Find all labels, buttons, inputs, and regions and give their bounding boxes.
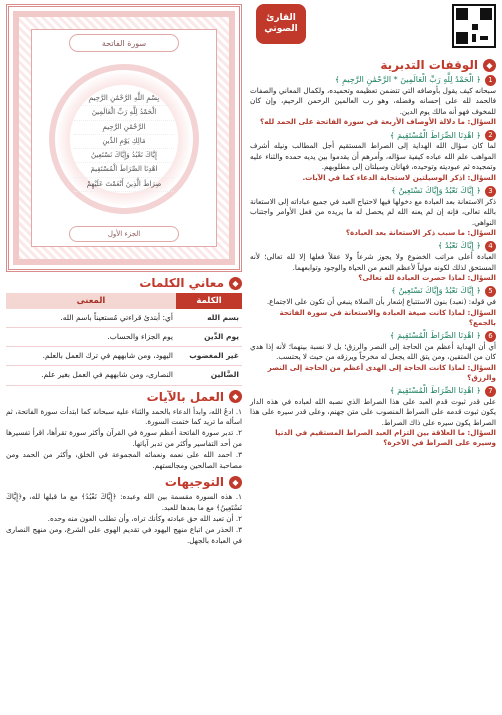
stop-item xyxy=(250,186,496,238)
section-bullet-icon: ◆ xyxy=(483,59,496,72)
stop-verse xyxy=(250,286,496,297)
qr-code-icon[interactable] xyxy=(452,4,496,48)
section-bullet-icon: ◆ xyxy=(229,390,242,403)
stop-body: أي أن الهداية أعظم من الحاجة إلى النصر والرزق؛ بل لا نسبة بينهما؛ لأنه إذا هدي كان من المتقين، ومن يتق الله يجعل له مخرجاً ويرزقه من حيث لا يحتسب. xyxy=(250,341,496,362)
mushaf-surah-title: سورة الفاتحة xyxy=(69,34,179,52)
vocab-header-word: الكلمة xyxy=(176,293,242,309)
stop-number: 4 xyxy=(485,241,496,252)
list-item: ٣. الحذر من اتباع منهج اليهود في تقديم الهوى على الشرع، ومن منهج النصارى في العبادة بالجهل. xyxy=(6,525,242,545)
vocab-meaning: النصارى، ومن شابههم في العمل بغير علم. xyxy=(6,366,176,385)
stops-list xyxy=(250,75,496,448)
audio-reader-line2: الصوتي xyxy=(264,24,298,34)
mushaf-line: إِيَّاكَ نَعْبُدُ وَإِيَّاكَ نَسْتَعِينُ xyxy=(74,149,174,163)
stop-verse xyxy=(250,75,496,86)
stop-question: السؤال: لماذا كانت الحاجة إلى الهدى أعظم من الحاجة إلى النصر والرزق؟ xyxy=(267,362,496,382)
stop-verse xyxy=(250,186,496,197)
vocab-meaning: يوم الجزاء والحساب. xyxy=(6,328,176,347)
stop-question: السؤال: لماذا حصرت العبادة لله تعالى؟ xyxy=(358,273,496,283)
vocab-meaning: اليهود، ومن شابههم في ترك العمل بالعلم. xyxy=(6,347,176,366)
mushaf-line: مَالِكِ يَوْمِ الدِّينِ xyxy=(74,135,174,149)
stop-question: السؤال: ما سبب ذكر الاستعانة بعد العبادة؟ xyxy=(345,228,496,238)
stop-body: في قوله: (نعبد) بنون الاستتباع إشعار بأن الصلاة ينبغي أن تكون على الاجتماع. xyxy=(266,297,496,307)
stop-body: ذكر الاستعانة بعد العبادة مع دخولها فيها لاحتياج العبد في جميع عباداته إلى الاستعانة بالله تعالى، فإنه إن لم يعنه الله لم يحصل له ما يريده من فعل الأوامر واجتناب النواهي. xyxy=(250,196,496,227)
stop-verse xyxy=(250,331,496,342)
stop-item xyxy=(250,130,496,182)
stop-verse xyxy=(250,386,496,397)
section-bullet-icon: ◆ xyxy=(229,476,242,489)
header-row xyxy=(250,4,496,56)
table-row xyxy=(6,347,242,366)
mushaf-line: صِرَاطَ الَّذِينَ أَنْعَمْتَ عَلَيْهِمْ xyxy=(74,178,174,192)
stop-verse-text: ﴿ اهْدِنَا الصِّرَاطَ الْمُسْتَقِيمَ ﴾ xyxy=(389,130,481,140)
stop-verse-text: ﴿ اهْدِنَا الصِّرَاطَ الْمُسْتَقِيمَ ﴾ xyxy=(389,386,481,396)
stop-body: سبحانه كيف يقول بأوصافه التي تتضمن تعظيمه وتحميده، ولكمال المعاني والصفات فالحمد لله على إحسانه وفضله، وهو رب العالمين الرحمن الرحيم، وإن كان للمخوف فهو أنه مالك يوم الدين. xyxy=(250,86,496,116)
stop-item xyxy=(250,331,496,383)
table-row xyxy=(6,328,242,347)
stop-question: السؤال: ما دلالة الأوصاف الأربعة في سورة الفاتحة على الحمد لله؟ xyxy=(260,117,496,127)
vocab-table xyxy=(6,293,242,386)
right-column xyxy=(246,0,502,715)
mushaf-juz-label: الجزء الأول xyxy=(69,226,179,242)
stop-question: السؤال: اذكر الوسيلتين لاستجابة الدعاء كما في الآيات. xyxy=(302,172,496,182)
mushaf-verse-lines xyxy=(74,92,174,192)
stop-number: 1 xyxy=(485,75,496,86)
stop-number: 3 xyxy=(485,186,496,197)
list-item: ١. ادعُ الله، وابدأ الدعاء بالحمد والثناء عليه سبحانه كما ابتدأت سورة الفاتحة، ثم اسأله ما تريد كما ختمت السورة. xyxy=(6,406,242,426)
work-list xyxy=(6,407,242,472)
stop-item xyxy=(250,75,496,127)
mushaf-line: بِسْمِ اللَّهِ الرَّحْمَٰنِ الرَّحِيمِ xyxy=(74,92,174,106)
mushaf-inner-frame xyxy=(31,29,217,247)
list-item: ٢. تدبر سورة الفاتحة أعظم سورة في القرآن وأكثر سورة تقرأها، اقرأ تفسيرها من أحد التفاسير وأكثر من تدبر آياتها. xyxy=(6,428,242,448)
table-row xyxy=(6,366,242,385)
stops-section-title: ◆ الوقفات التدبرية xyxy=(250,58,496,72)
guide-section-title: ◆ التوجيهات xyxy=(6,475,242,489)
stop-verse-text: ﴿ إِيَّاكَ نَعْبُدُ وَإِيَّاكَ نَسْتَعِينُ ﴾ xyxy=(391,286,481,296)
mushaf-line: الرَّحْمَٰنِ الرَّحِيمِ xyxy=(74,121,174,135)
stop-number: 2 xyxy=(485,130,496,141)
stop-verse-text: ﴿ الْحَمْدُ لِلَّهِ رَبِّ الْعَالَمِينَ * الرَّحْمَٰنِ الرَّحِيمِ ﴾ xyxy=(334,75,481,85)
vocab-meaning: أي: أبتدئ قراءتي مُستعيناً باسم الله. xyxy=(6,309,176,328)
stop-item xyxy=(250,241,496,283)
table-row xyxy=(6,309,242,328)
work-section-title: ◆ العمل بالآيات xyxy=(6,390,242,404)
stop-body: لما كان سؤال الله الهداية إلى الصراط المستقيم أجل المطالب ونيله أشرف المواهب علم الله عباده كيفية سؤاله، وأمرهم أن يقدموا بين يديه حمده والثناء عليه وتمجيده ثم عبوديته وتوحيده، فهاتان وسيلتان إلى مطلوبهم. xyxy=(250,141,496,172)
vocab-word: يوم الدِّين xyxy=(176,328,242,347)
mushaf-page-image xyxy=(6,4,242,272)
stop-verse-text: ﴿ إِيَّاكَ نَعْبُدُ وَإِيَّاكَ نَسْتَعِينُ ﴾ xyxy=(391,186,481,196)
guide-list xyxy=(6,492,242,546)
stop-number: 6 xyxy=(485,331,496,342)
audio-reader-line1: القارئ xyxy=(266,13,296,24)
section-bullet-icon: ◆ xyxy=(229,277,242,290)
stop-item xyxy=(250,286,496,328)
vocab-word: الضَّالين xyxy=(176,366,242,385)
stop-verse xyxy=(250,130,496,141)
audio-reader-button[interactable] xyxy=(256,4,306,44)
stop-verse xyxy=(250,241,496,252)
mushaf-line: الْحَمْدُ لِلَّهِ رَبِّ الْعَالَمِينَ xyxy=(74,106,174,120)
stop-body: على قدر ثبوت قدم العبد على هذا الصراط الذي نصبه الله لعباده في هذه الدار يكون ثبوت قدمه على الصراط المنصوب على متن جهنم، وعلى قدر سيره على هذا الصراط يكون سيره على ذاك الصراط. xyxy=(250,396,496,427)
stop-question: السؤال: ما العلاقة بين التزام العبد الصراط المستقيم في الدنيا وسيره على الصراط في الآخرة؟ xyxy=(275,428,496,448)
vocab-section-title: ◆ معاني الكلمات xyxy=(6,276,242,290)
stop-body: العبادة أعلى مراتب الخضوع ولا يجوز شرعاً ولا عقلاً فعلها إلا لله تعالى؛ لأنه المستحق لذلك لكونه مولياً لأعظم النعم من الحياة والوجود وتوابعهما. xyxy=(250,252,496,272)
vocab-header-meaning: المعنى xyxy=(6,293,176,309)
mushaf-line: اهْدِنَا الصِّرَاطَ الْمُسْتَقِيمَ xyxy=(74,163,174,177)
left-column xyxy=(0,0,246,715)
stop-number: 5 xyxy=(485,286,496,297)
stop-item xyxy=(250,386,496,448)
list-item: ٣. احمد الله على نعمه ونعمائه المجموعة في الخلق، وأكثر من الحمد ومن مصاحبة الصالحين ومجالستهم. xyxy=(6,450,242,470)
stop-number: 7 xyxy=(485,386,496,397)
list-item: ٢. أن تعبد الله حق عبادته وكأنك تراه، وأن تطلب العون منه وحده. xyxy=(47,514,242,523)
vocab-word: بسم الله xyxy=(176,309,242,328)
stop-verse-text: ﴿ إِيَّاكَ نَعْبُدُ ﴾ xyxy=(437,241,481,251)
stop-question: السؤال: لماذا كانت صيغة العبادة والاستعانة في سورة الفاتحة بالجمع؟ xyxy=(279,307,496,327)
list-item: ١. هذه السورة مقسمة بين الله وعبده: ﴿إِيَّاكَ نَعْبُدُ﴾ مع ما قبلها لله، و﴿إِيَّاكَ نَسْتَعِينُ﴾ مع ما بعدها للعبد. xyxy=(6,492,242,512)
vocab-word: غير المغضوب xyxy=(176,347,242,366)
stop-verse-text: ﴿ اهْدِنَا الصِّرَاطَ الْمُسْتَقِيمَ ﴾ xyxy=(389,331,481,341)
